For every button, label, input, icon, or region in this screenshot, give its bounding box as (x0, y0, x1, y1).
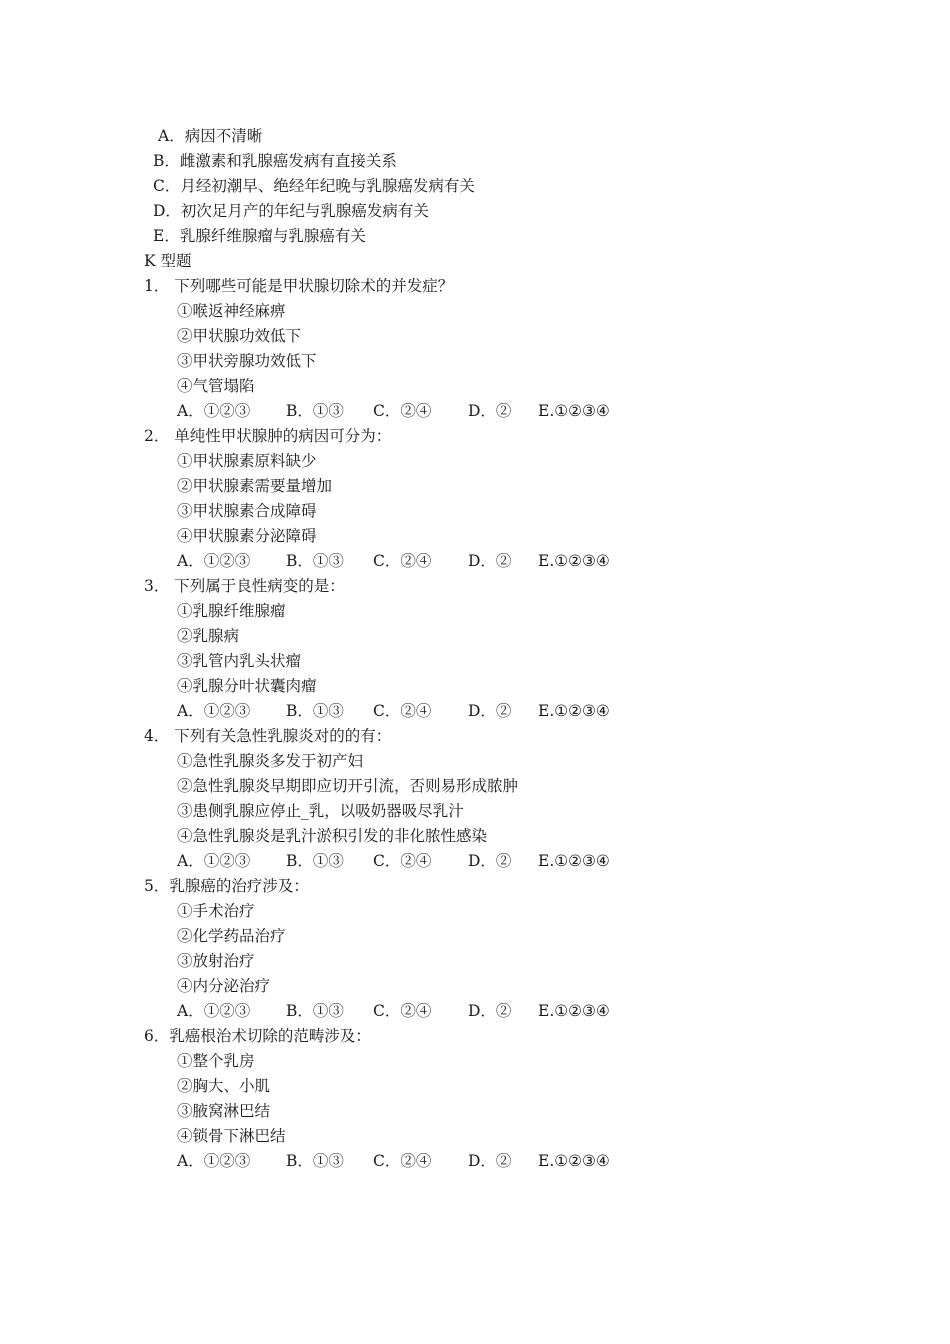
question-item: ②急性乳腺炎早期即应切开引流，否则易形成脓肿 (177, 777, 519, 795)
question-item: ①喉返神经麻痹 (177, 302, 286, 320)
choice-b: B．①③ (286, 1152, 344, 1170)
choice-d: D．② (468, 402, 512, 420)
choice-row (0, 551, 950, 571)
choice-a: A．①②③ (177, 552, 251, 570)
prev-option-c: C．月经初潮早、绝经年纪晚与乳腺癌发病有关 (153, 177, 475, 195)
choice-a: A．①②③ (177, 1002, 251, 1020)
question-item: ①整个乳房 (177, 1052, 255, 1070)
choice-row (0, 401, 950, 421)
prev-option-a: A．病因不清晰 (158, 127, 263, 145)
question-item: ④急性乳腺炎是乳汁淤积引发的非化脓性感染 (177, 827, 488, 845)
question-item: ④锁骨下淋巴结 (177, 1127, 286, 1145)
prev-option-d: D．初次足月产的年纪与乳腺癌发病有关 (153, 202, 429, 220)
choice-c: C．②④ (373, 552, 432, 570)
choice-a: A．①②③ (177, 1152, 251, 1170)
question-item: ②甲状腺功效低下 (177, 327, 302, 345)
question-item: ②甲状腺素需要量增加 (177, 477, 333, 495)
question-item: ③乳管内乳头状瘤 (177, 652, 302, 670)
question-item: ③甲状旁腺功效低下 (177, 352, 317, 370)
question-stem: 4． 下列有关急性乳腺炎对的的有： (144, 727, 392, 745)
choice-d: D．② (468, 1002, 512, 1020)
choice-d: D．② (468, 852, 512, 870)
section-title: K 型题 (144, 252, 192, 270)
choice-e: E.①②③④ (538, 552, 610, 570)
choice-c: C．②④ (373, 1152, 432, 1170)
question-item: ②化学药品治疗 (177, 927, 286, 945)
question-item: ①手术治疗 (177, 902, 255, 920)
question-item: ①甲状腺素原料缺少 (177, 452, 317, 470)
choice-c: C．②④ (373, 702, 432, 720)
question-stem: 1． 下列哪些可能是甲状腺切除术的并发症？ (144, 277, 454, 295)
choice-d: D．② (468, 702, 512, 720)
question-item: ③患侧乳腺应停止_乳，以吸奶器吸尽乳汁 (177, 802, 464, 820)
choice-a: A．①②③ (177, 852, 251, 870)
question-item: ④甲状腺素分泌障碍 (177, 527, 317, 545)
choice-b: B．①③ (286, 552, 344, 570)
prev-option-b: B．雌激素和乳腺癌发病有直接关系 (153, 152, 397, 170)
question-item: ③放射治疗 (177, 952, 255, 970)
question-item: ④乳腺分叶状囊肉瘤 (177, 677, 317, 695)
choice-a: A．①②③ (177, 402, 251, 420)
choice-e: E.①②③④ (538, 402, 610, 420)
choice-b: B．①③ (286, 702, 344, 720)
choice-e: E.①②③④ (538, 1002, 610, 1020)
question-item: ④内分泌治疗 (177, 977, 271, 995)
choice-e: E.①②③④ (538, 852, 610, 870)
question-item: ②乳腺病 (177, 627, 240, 645)
choice-c: C．②④ (373, 1002, 432, 1020)
question-stem: 3． 下列属于良性病变的是： (144, 577, 345, 595)
choice-c: C．②④ (373, 852, 432, 870)
question-stem: 6．乳癌根治术切除的范畴涉及： (144, 1027, 371, 1045)
question-item: ①急性乳腺炎多发于初产妇 (177, 752, 364, 770)
choice-e: E.①②③④ (538, 1152, 610, 1170)
prev-option-e: E．乳腺纤维腺瘤与乳腺癌有关 (153, 227, 366, 245)
choice-row (0, 1001, 950, 1021)
question-stem: 2． 单纯性甲状腺肿的病因可分为： (144, 427, 392, 445)
choice-b: B．①③ (286, 852, 344, 870)
choice-d: D．② (468, 1152, 512, 1170)
choice-b: B．①③ (286, 402, 344, 420)
choice-row (0, 701, 950, 721)
question-item: ③腋窝淋巴结 (177, 1102, 271, 1120)
question-item: ③甲状腺素合成障碍 (177, 502, 317, 520)
question-stem: 5．乳腺癌的治疗涉及： (144, 877, 309, 895)
choice-row (0, 1151, 950, 1171)
question-item: ④气管塌陷 (177, 377, 255, 395)
choice-d: D．② (468, 552, 512, 570)
choice-c: C．②④ (373, 402, 432, 420)
choice-a: A．①②③ (177, 702, 251, 720)
question-item: ①乳腺纤维腺瘤 (177, 602, 286, 620)
choice-e: E.①②③④ (538, 702, 610, 720)
choice-row (0, 851, 950, 871)
question-item: ②胸大、小肌 (177, 1077, 271, 1095)
choice-b: B．①③ (286, 1002, 344, 1020)
